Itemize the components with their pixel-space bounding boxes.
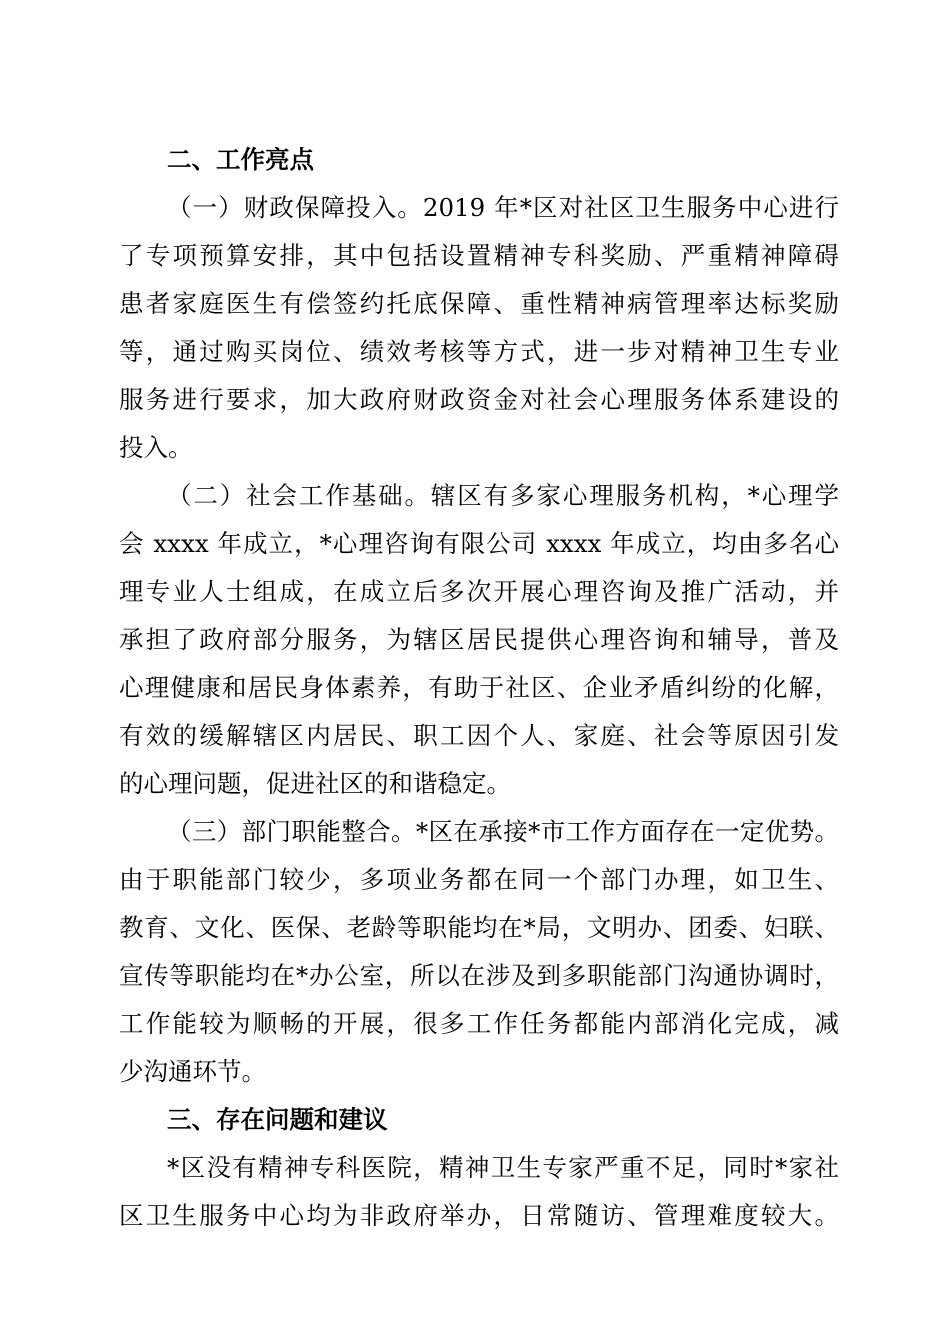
paragraph-line: 区卫生服务中心均为非政府举办，日常随访、管理难度较大。 xyxy=(119,1201,839,1230)
section-heading-issues: 三、存在问题和建议 xyxy=(167,1105,388,1134)
paragraph-line: 宣传等职能均在*办公室，所以在涉及到多职能部门沟通协调时， xyxy=(119,961,839,990)
paragraph-line: 会 xxxx 年成立，*心理咨询有限公司 xxxx 年成立，均由多名心 xyxy=(119,529,839,558)
paragraph-line: 服务进行要求，加大政府财政资金对社会心理服务体系建设的 xyxy=(119,385,839,414)
paragraph-line: 由于职能部门较少，多项业务都在同一个部门办理，如卫生、 xyxy=(119,865,839,894)
paragraph-line: （二）社会工作基础。辖区有多家心理服务机构，*心理学 xyxy=(167,481,839,510)
paragraph-line: 投入。 xyxy=(119,433,193,462)
paragraph-line: 少沟通环节。 xyxy=(119,1057,266,1086)
paragraph-line: 理专业人士组成，在成立后多次开展心理咨询及推广活动，并 xyxy=(119,577,839,606)
paragraph-line: 教育、文化、医保、老龄等职能均在*局，文明办、团委、妇联、 xyxy=(119,913,839,942)
paragraph-line: 患者家庭医生有偿签约托底保障、重性精神病管理率达标奖励 xyxy=(119,289,839,318)
paragraph-line: *区没有精神专科医院，精神卫生专家严重不足，同时*家社 xyxy=(167,1153,839,1182)
paragraph-line: 承担了政府部分服务，为辖区居民提供心理咨询和辅导，普及 xyxy=(119,625,839,654)
paragraph-line: （一）财政保障投入。2019 年*区对社区卫生服务中心进行 xyxy=(167,193,839,222)
paragraph-line: （三）部门职能整合。*区在承接*市工作方面存在一定优势。 xyxy=(167,817,839,846)
paragraph-line: 等，通过购买岗位、绩效考核等方式，进一步对精神卫生专业 xyxy=(119,337,839,366)
paragraph-line: 有效的缓解辖区内居民、职工因个人、家庭、社会等原因引发 xyxy=(119,721,839,750)
paragraph-line: 工作能较为顺畅的开展，很多工作任务都能内部消化完成，减 xyxy=(119,1009,839,1038)
paragraph-line: 的心理问题，促进社区的和谐稳定。 xyxy=(119,769,511,798)
paragraph-line: 心理健康和居民身体素养，有助于社区、企业矛盾纠纷的化解， xyxy=(119,673,839,702)
paragraph-line: 了专项预算安排，其中包括设置精神专科奖励、严重精神障碍 xyxy=(119,241,839,270)
section-heading-highlights: 二、工作亮点 xyxy=(167,145,314,174)
